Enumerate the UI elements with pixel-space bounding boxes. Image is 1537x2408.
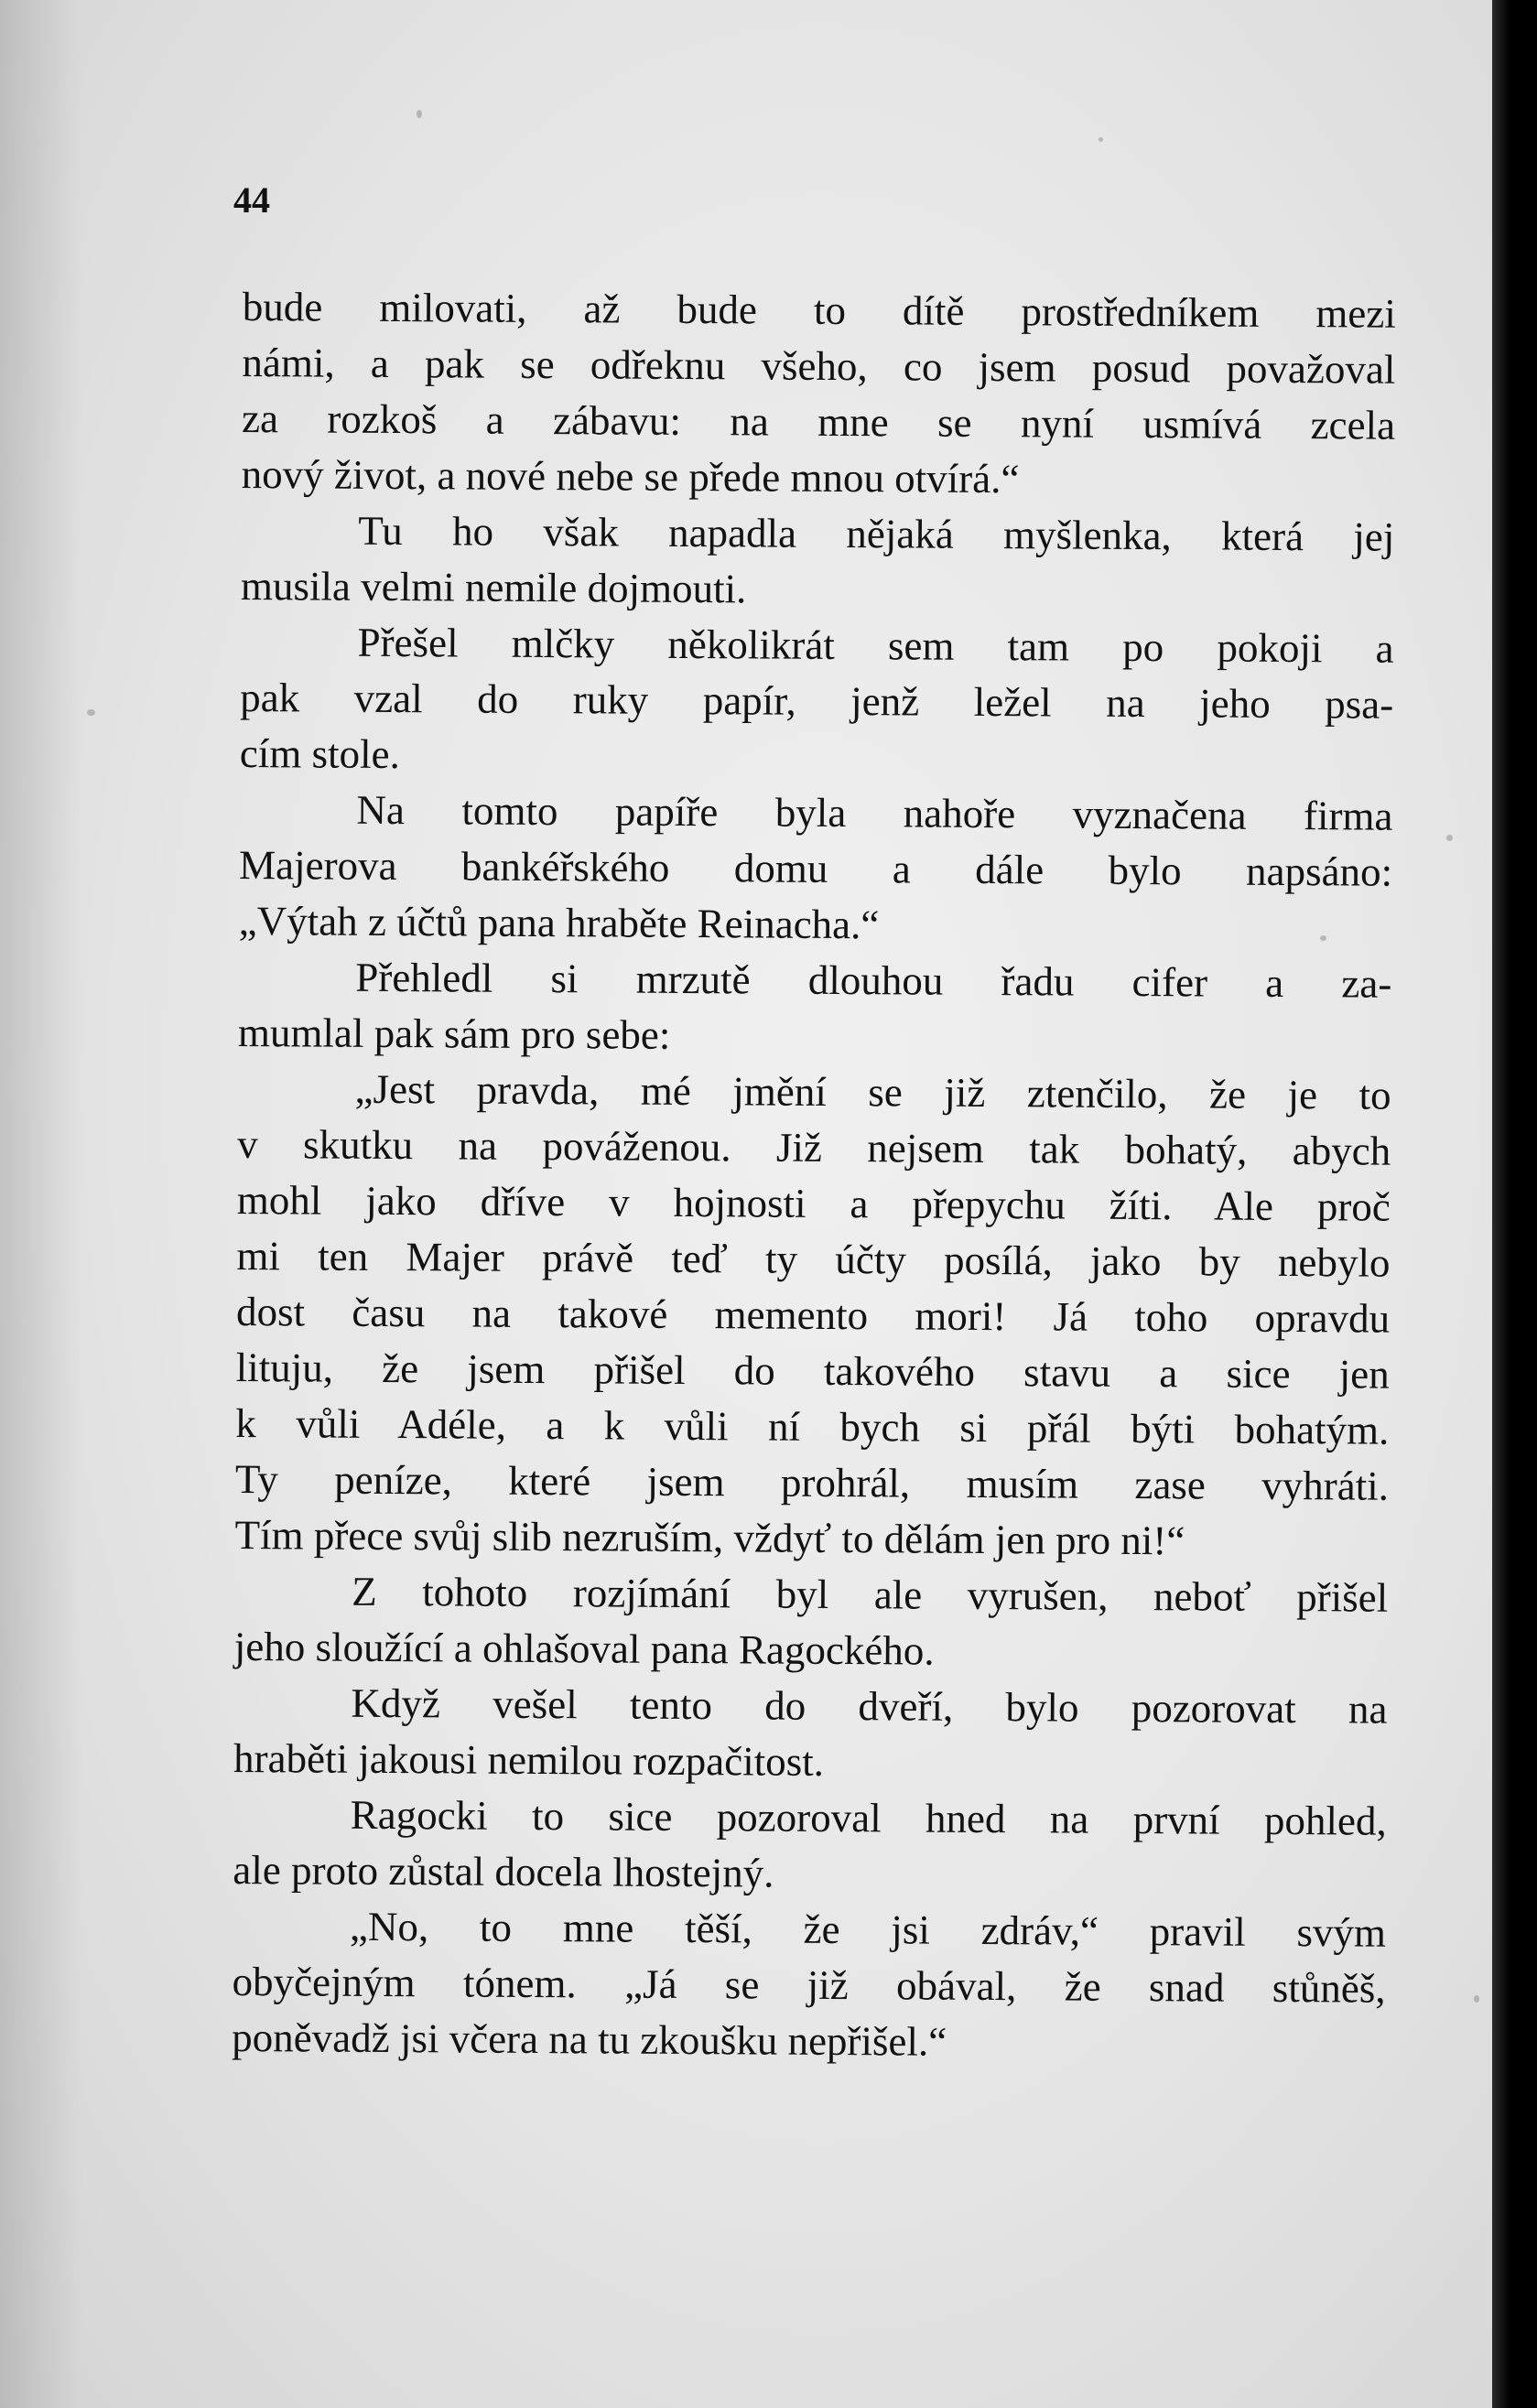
paper-speck xyxy=(417,110,422,118)
text-line: mohl jako dříve v hojnosti a přepychu žíti. Ale proč xyxy=(236,1176,1391,1230)
text-line: Přehledl si mrzutě dlouhou řadu cifer a za- xyxy=(355,954,1392,1007)
text-line: mumlal pak sám pro sebe: xyxy=(237,1009,671,1058)
page-number: 44 xyxy=(233,179,270,221)
text-line: Tu ho však napadla nějaká myšlenka, která jej xyxy=(358,507,1395,560)
text-line: dost času na takové memento mori! Já toho opravdu xyxy=(235,1288,1391,1342)
paper-speck xyxy=(1320,935,1326,941)
text-line: „Výtah z účtů pana hraběte Reinacha.“ xyxy=(238,897,880,948)
text-line: Z tohoto rozjímání byl ale vyrušen, neboť přišel xyxy=(352,1568,1389,1621)
text-line: ale proto zůstal docela lhostejný. xyxy=(233,1846,774,1896)
body-text xyxy=(232,279,1396,2073)
text-line: „No, to mne těší, že jsi zdráv,“ pravil svým xyxy=(349,1903,1387,1956)
text-line: mi ten Majer právě teď ty účty posílá, jako by nebylo xyxy=(236,1232,1391,1286)
text-line: jeho sloužící a ohlašoval pana Ragockého. xyxy=(233,1623,935,1674)
text-line: hraběti jakousi nemilou rozpačitost. xyxy=(233,1734,825,1785)
paper-speck xyxy=(1446,835,1453,841)
paper-speck xyxy=(1099,137,1103,142)
text-line: bude milovati, až bude to dítě prostředníkem mezi xyxy=(242,283,1396,337)
text-line: cím stole. xyxy=(239,729,400,778)
text-line: v skutku na pováženou. Již nejsem tak bohatý, abych xyxy=(237,1120,1391,1174)
text-line: Přešel mlčky několikrát sem tam po pokoji a xyxy=(357,619,1394,672)
text-line: nový život, a nové nebe se přede mnou otvírá.“ xyxy=(241,450,1020,502)
text-line: Ty peníze, které jsem prohrál, musím zase vyhráti. xyxy=(234,1455,1390,1509)
text-line: Majerova bankéřského domu a dále bylo napsáno: xyxy=(238,841,1393,895)
text-line: námi, a pak se odřeknu všeho, co jsem posud považoval xyxy=(242,339,1396,393)
text-line: k vůli Adéle, a k vůli ní bych si přál býti bohatým. xyxy=(235,1399,1390,1453)
text-line: obyčejným tónem. „Já se již obával, že snad stůněš, xyxy=(232,1958,1386,2012)
text-line: poněvadž jsi včera na tu zkoušku nepřišel.“ xyxy=(232,2014,947,2065)
text-line: musila velmi nemile dojmouti. xyxy=(240,562,747,612)
text-line: „Jest pravda, mé jmění se již ztenčilo, že je to xyxy=(354,1065,1391,1118)
text-line: Na tomto papíře byla nahoře vyznačena firma xyxy=(356,786,1393,839)
text-line: Tím přece svůj slib nezruším, vždyť to dělám jen pro ni!“ xyxy=(234,1511,1185,1564)
text-line: za rozkoš a zábavu: na mne se nyní usmívá zcela xyxy=(241,394,1396,448)
paper-speck xyxy=(1474,1995,1479,2003)
text-line: Když vešel tento do dveří, bylo pozorovat na xyxy=(351,1679,1388,1733)
text-line: pak vzal do ruky papír, jenž ležel na jeho psa- xyxy=(240,674,1394,728)
page-edge-shadow xyxy=(1492,0,1537,2408)
text-line: lituju, že jsem přišel do takového stavu a sice jen xyxy=(235,1344,1390,1398)
text-line: Ragocki to sice pozoroval hned na první pohled, xyxy=(350,1791,1387,1844)
paper-speck xyxy=(87,709,95,716)
